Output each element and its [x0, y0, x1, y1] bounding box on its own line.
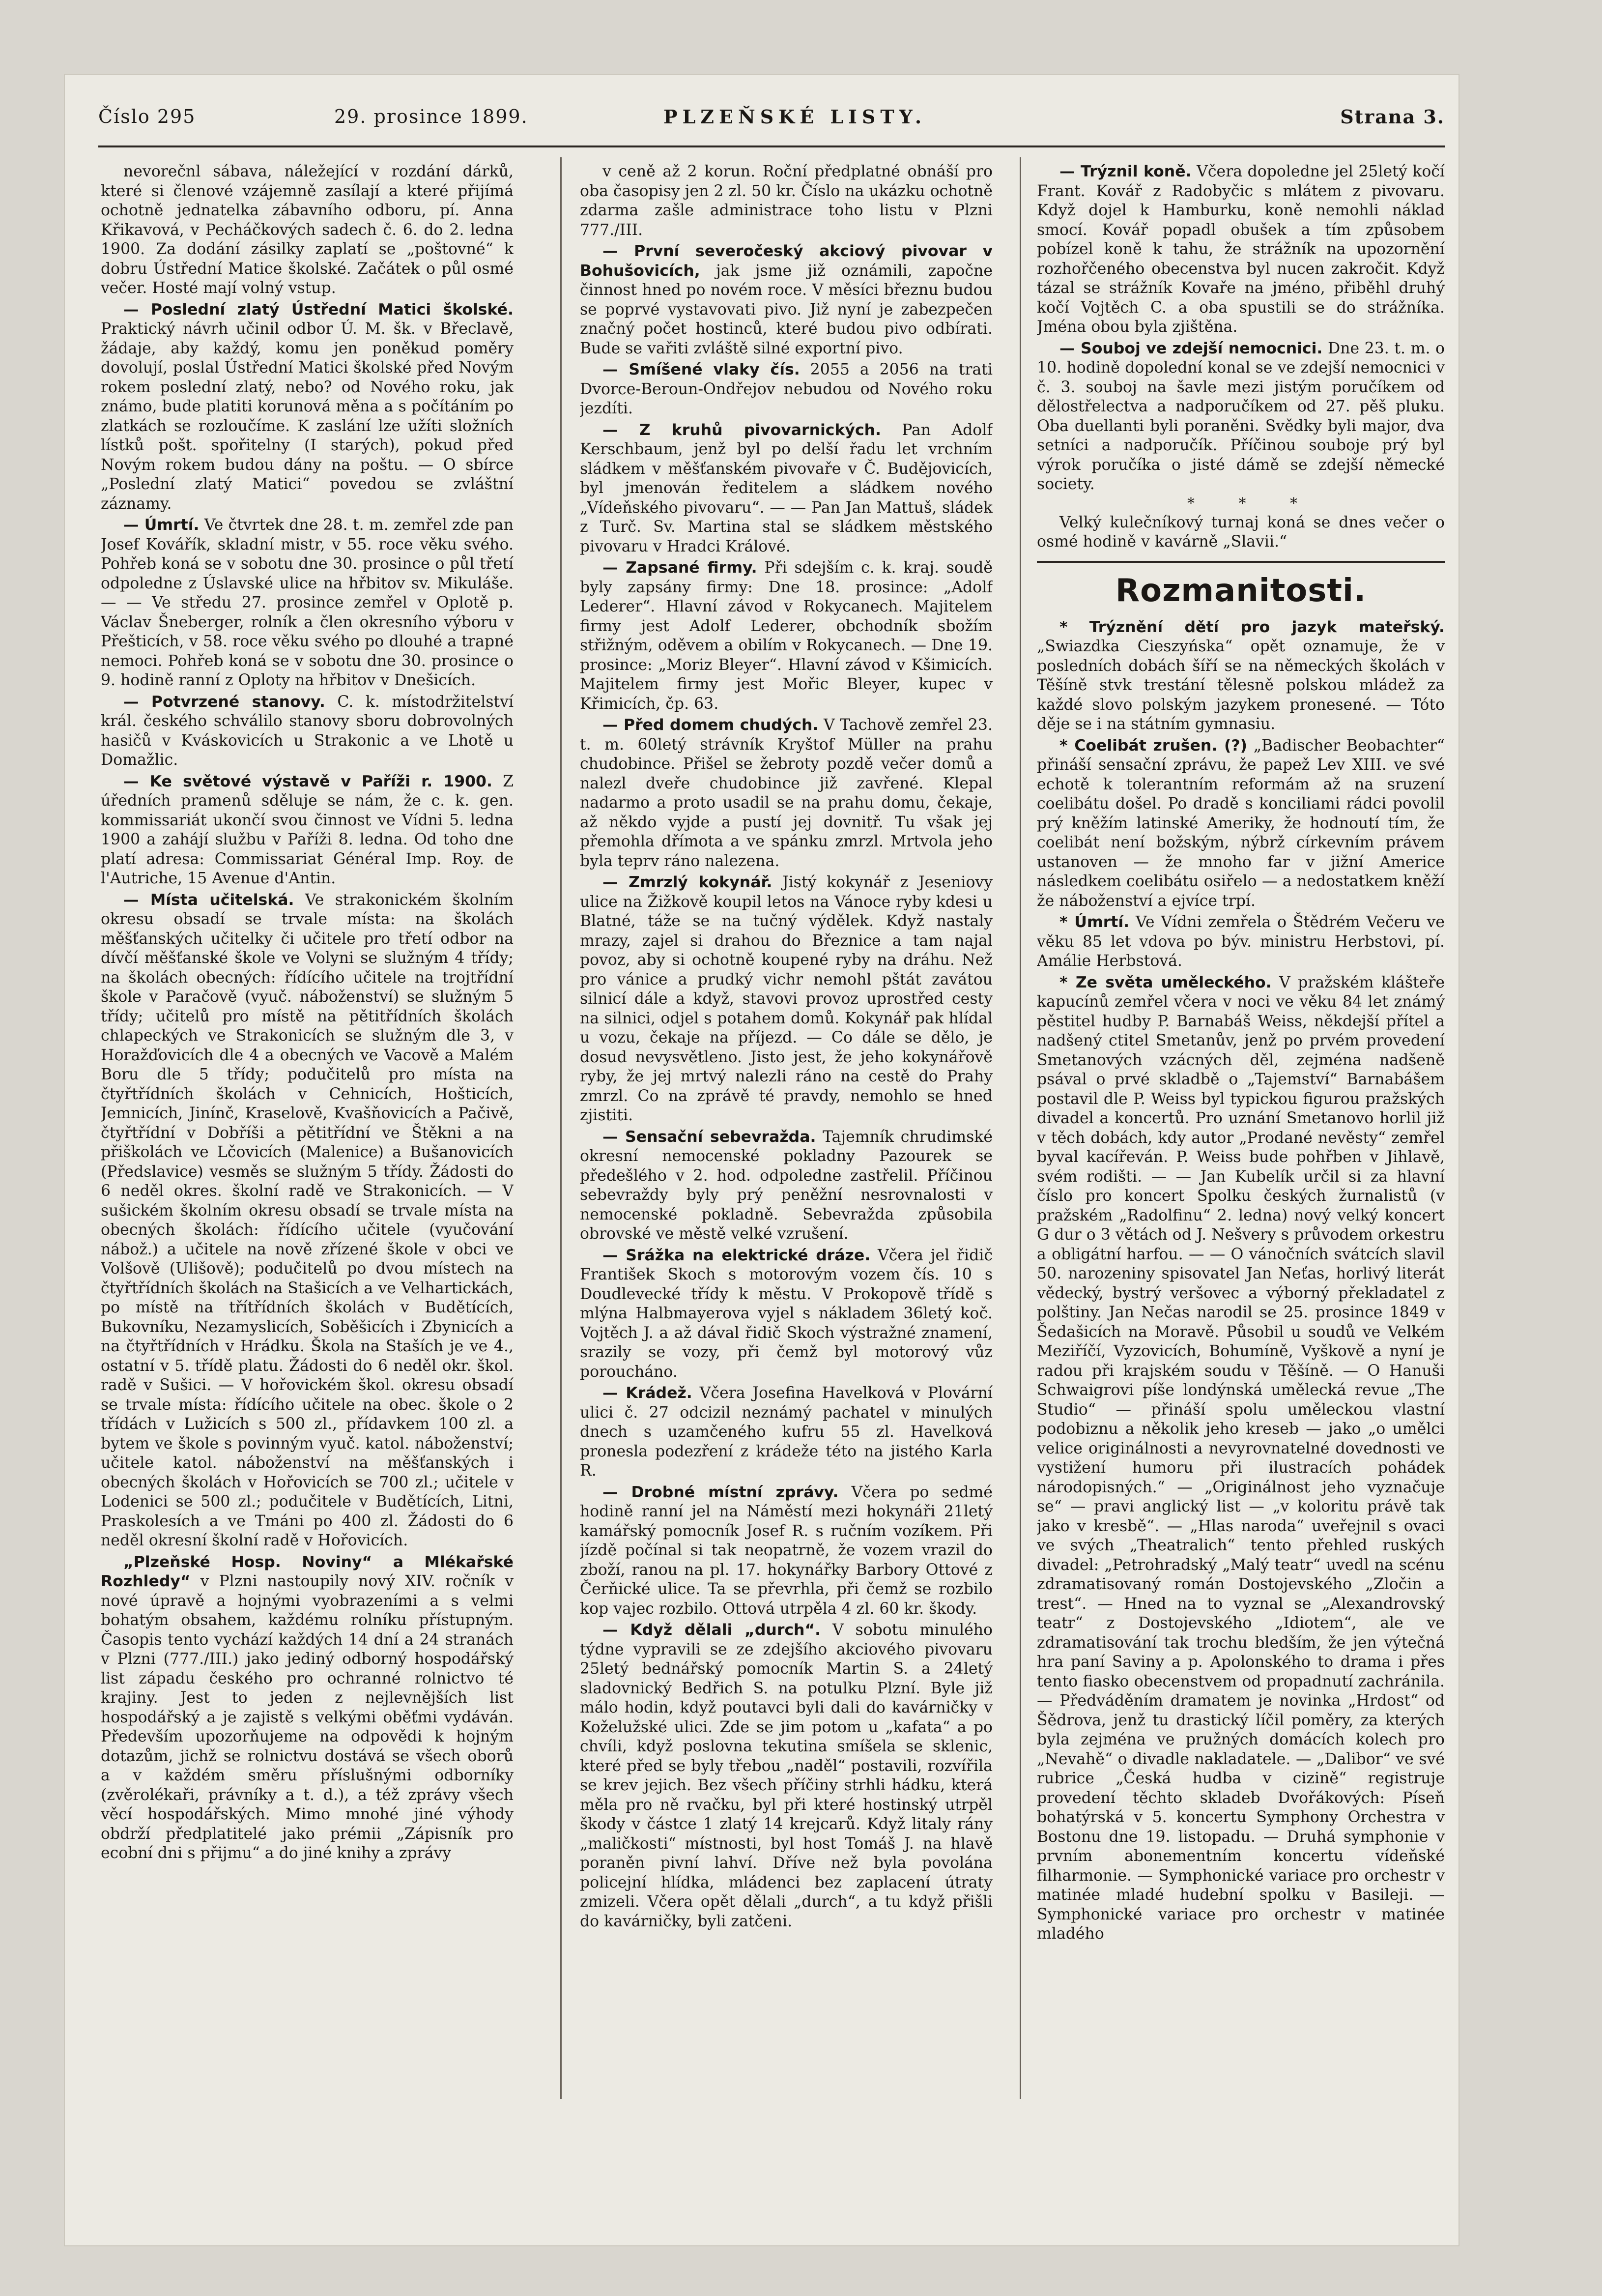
article-text: Jistý kokynář z Jeseniovy ulice na Žižkově koupil letos na Vánoce ryby kdesi u Blatné, táže se na tučný výdělek. Když nastaly mrazy, zajel si drahou do Březnice a tam najal povoz, aby si ochotně koupené ryby na dráhu. Než pro vánice a prudký vichr nemohl pštát zavátou silnicí dále a když, stavovi provoz uprostřed cesty na silnici, odjel s potahem domů. Kokynář pak hlídal u vozu, čekaje na příjezd. — Co dále se dělo, je dosud nevysvětleno. Jisto jest, že jeho kokynářově ryby, že jej mrtvý nalezli ráno na cestě do Prahy zmrzl. Co na zprávě té pravdy, nemohlo se hned zjistiti. [580, 873, 993, 1124]
article-text: Včera dopoledne jel 25letý kočí Frant. Kovář z Radobyčic s mlátem z pivovaru. Když dojel k Hamburku, koně nemohli náklad smocí. Kovář popadl obušek a tím způsobem pobízel koně k tahu, že strážník na upozornění rozhořčeného obecenstva byl nucen zakročit. Když tázal se strážník Kovaře na jméno, přiběhl druhý kočí Vojtěch C. a oba spustili se do strážníka. Jména obou byla zjištěna. [1037, 163, 1445, 336]
article [101, 516, 514, 691]
notice-text: Velký kulečníkový turnaj koná se dnes večer o osmé hodině v kavárně „Slavii.“ [1037, 513, 1445, 551]
article-text: v Plzni nastoupily nový XIV. ročník v nové úpravě a hojnými vyobrazeními a s velmi bohatým obsahem, každému rolníku přístupným. Časopis tento vychází každých 14 dní a 24 stranách v Plzni (777./III.) jako jediný odborný hospodářský list západu českého pro ochranné rolnictvo té krajiny. Jest to jeden z nejlevnějších list hospodářský a je zajistě s velkými oběťmi vydáván. Především upozorňujeme na odpovědi k hojným dotazům, jichž se rolnictvu dostává se všech oborů a v každém směru příslušnými odborníky (zvěrolékaři, právníky a t. d.), a též zprávy všech věcí hospodářských. Mimo mnohé jiné výhody obdrží předplatitelé jako prémii „Zápisník pro ecobní dni s přijmu“ a do jiné knihy a zprávy [101, 1572, 514, 1862]
article-heading: — Srážka na elektrické dráze. [602, 1246, 871, 1264]
masthead [98, 106, 1445, 135]
article [580, 558, 993, 714]
article [101, 891, 514, 1551]
article [101, 300, 514, 514]
newspaper-title: PLZEŇSKÉ LISTY. [663, 106, 927, 128]
article-heading: — Krádež. [602, 1384, 692, 1402]
article-heading: — Zmrzlý kokynář. [602, 873, 772, 891]
article-text: „Swiazdka Cieszyńska“ opět oznamuje, že v posledních dobách šíří se na německých školách v Těšíně stvk trestání tělesně polskou mládež za každé slovo polským jazykem pronesené. — Tóto děje se i na státním gymnasiu. [1037, 638, 1445, 733]
article [580, 873, 993, 1126]
header-rule [98, 145, 1445, 147]
column-2 [580, 162, 993, 2138]
column-1 [101, 162, 514, 2138]
article-heading: * Ze světa uměleckého. [1059, 973, 1272, 991]
article-text: Z úředních pramenů sděluje se nám, že c. k. gen. kommissariát ukončí svou činnost ve Vídni 5. ledna 1900 a zahájí službu v Paříži 8. ledna. Od toho dne platí adresa: Commissariat Général Imp. Roy. de l'Autriche, 15 Avenue d'Antin. [101, 772, 514, 887]
article [580, 1384, 993, 1481]
article-heading: — Místa učitelská. [123, 891, 294, 909]
article-text: „Badischer Beobachter“ přináší sensační zprávu, že papež Lev XIII. ve své echotě k tolerantním reformám až na sruzení coelibátu došel. Po dradě s konciliami rádci povolil prý kněžím latinské Ameriky, že hodnoutí tím, že coelibát není božským, nýbrž církevním právem ustanoven — že mnoho far v jižní Americe následkem coelibátu osiřelo — a nedostatkem kněží že náboženství a ejvíce trpí. [1037, 736, 1445, 910]
article-text: Ve čtvrtek dne 28. t. m. zemřel zde pan Josef Kovářík, skladní mistr, v 55. roce věku svého. Pohřeb koná se v sobotu dne 30. prosince o půl třetí odpoledne z Úslavské ulice na hřbitov sv. Mikuláše. — — Ve středu 27. prosince zemřel v Oplotě p. Václav Šneberger, rolník a člen okresního výboru v Přešticích, v 58. roce věku svého po dlouhé a trapné nemoci. Pohřeb koná se v sobotu dne 30. prosince o 9. hodině ranní z Oploty na hřbitov v Dnešicích. [101, 516, 514, 689]
article-text: Dne 23. t. m. o 10. hodině dopolední konal se ve zdejší nemocnici v č. 3. souboj na šavle mezi jistým poručíkem od dělostřelectva a nadporučíkem od 27. pěš pluku. Oba duellanti byli poraněni. Svědky byli major, dva setníci a nadporučík. Příčinou souboje prý byl výrok poručíka o jisté dámě se zdejší německé society. [1037, 339, 1445, 493]
column-3 [1037, 162, 1445, 2138]
article-text: jak jsme již oznámili, započne činnost hned po novém roce. V měsíci březnu budou se poprvé vystavovati pivo. Již nyní je zabezpečen značný počet hostinců, které budou pivo odbírati. Bude se vařiti zvláště silné exportní pivo. [580, 262, 993, 357]
article-text: Ve strakonickém školním okresu obsadí se trvale místa: na školách měšťanských učitelky či učitele pro třetí odbor na dívčí měšťanské škole ve Volyni se služným 4 třídy; na školách obecných: řídícího učitele na trojtřídní škole v Paračově (vyuč. náboženství) se služným 5 třídy; učitelů pro místě na pětitřídních školách chlapeckých ve Strakonicích se služným dle 3, v Horažďovicích dle 4 a obecných ve Vacově a Malém Boru dle 5 třídy; podučitelů pro místa na čtyřtřídních školách v Cehnicích, Hošticích, Jemnicích, Jinínč, Kraselově, Kvašňovicích a Pačivě, čtyřtřídní v Dobříši a pětitřídní ve Štěkni a na přiškolách ve Lčovicích (Malenice) a Bušanovicích (Předslavice) vesměs se služným 5 třídy. Žádosti do 6 neděl okres. školní radě ve Strakonicích. — V sušickém školním okresu obsadí se trvale místa na obecných školách: řídícího učitele (vyučování nábož.) a učitele na nově zřízené škole v obci ve Volšově (Ulišově); podučitelů po dvou místech na čtyřtřídních školách na Stašicích a ve Velhartickách, po místě na třítřídních školách v Budětících, Bukovníku, Nezamyslicích, Soběšicích i Zbynicích a na čtyřtřídních v Hrádku. Škola na Staších je ve 4., ostatní v 5. třídě platu. Žádosti do 6 neděl okr. škol. radě v Sušici. — V hořovickém škol. okresu obsadí se trvale místa: řídícího učitele na obec. škole o 2 třídách v Lužicích s 500 zl., přídavkem 100 zl. a bytem ve škole s povinným vyuč. katol. náboženství; učitele katol. náboženství na měšťanských i obecných školách v Hořovicích se 700 zl.; učitele v Lodenici se 500 zl.; podučitele v Budětících, Litni, Praskolesích a ve Tmáni po 400 zl. Žádosti do 6 neděl okresní školní radě v Hořovicích. [101, 891, 514, 1549]
article [580, 360, 993, 419]
article-heading: — Potvrzené stanovy. [123, 693, 325, 711]
article-heading: — Drobné místní zprávy. [602, 1483, 839, 1501]
article [1037, 973, 1445, 1944]
article-heading: — Zapsané firmy. [602, 559, 757, 577]
article-heading: — Sensační sebevražda. [602, 1128, 816, 1146]
article-text: Tajemník chrudimské okresní nemocenské pokladny Pazourek se předešlého v 2. hod. odpoledne zastřelil. Příčinou sebevraždy byly prý peněžní nesrovnalosti v nemocenské pokladně. Sebevražda způsobila obrovské ve městě velké vzrušení. [580, 1128, 993, 1243]
issue-number: Číslo 295 [98, 106, 196, 127]
article [1037, 618, 1445, 734]
article-text: Včera jel řidič František Skoch s motorovým vozem čís. 10 s Doudlevecké třídy k městu. V Prokopově třídě s mlýna Halbmayerova vyjel s nákladem 36letý koč. Vojtěch J. a až dával řidič Skoch výstražné znamení, srazily se vozy, při čemž byl motorový vůz poroucháno. [580, 1246, 993, 1381]
article [1037, 162, 1445, 337]
article-heading: — Když dělali „durch“. [602, 1621, 821, 1639]
article-heading: — Z kruhů pivovarnických. [602, 421, 882, 439]
article-text: Ve Vídni zemřela o Štědrém Večeru ve věku 85 let vdova po býv. ministru Herbstovi, pí. Amálie Herbstová. [1037, 913, 1445, 970]
article-heading: — Poslední zlatý Ústřední Matici školské. [123, 300, 514, 319]
article-heading: — Souboj ve zdejší nemocnici. [1059, 339, 1323, 357]
article-heading: * Trýznění dětí pro jazyk mateřský. [1059, 618, 1445, 636]
article-heading: * Coelibát zrušen. (?) [1059, 736, 1248, 755]
article-text: V sobotu minulého týdne vypravili se ze zdejšího akciového pivovaru 25letý bednářský pomocník Martin S. a 24letý sladovnický Bedřich S. na potulku Plzní. Byle již málo hodin, když poutavci byli dali do kavárničky v Koželužské ulici. Zde se jim potom u „kafata“ a po chvíli, když poslovna tekutina smíšela se sklenic, které před se byly třebou „naděl“ postavili, rozvířila se krev jejich. Bez všech příčiny strhli hádku, která měla pro ně rvačku, byl při které hostinský utrpěl škody v částce 1 zlatý 14 krejcarů. Když litaly rány „maličkosti“ místnosti, byl host Tomáš J. na hlavě poraněn pivní lahví. Dříve než byla povolána policejní hlídka, mládenci bez zaplacení útraty zmizeli. Včera opět dělali „durch“, a tu když přišli do kavárničky, byli zatčeni. [580, 1621, 993, 1930]
article-text: V Tachově zemřel 23. t. m. 60letý strávník Kryštof Müller na prahu chudobince. Přišel se žebroty pozdě večer domů a nalezl dveře chudobince již zavřené. Klepal nadarmo a proto usadil se na prahu domu, čekaje, až někdo vyjde a pustí jej dovnitř. Tu však jej přemohla dřímota a ve spánku zmrzl. Mrtvola jeho byla teprv ráno nalezena. [580, 716, 993, 870]
article-text: nevorečnl sábava, náležející v rozdání dárků, které si členové vzájemně zasílají a které přijímá ochotně jednatelka zábavního odboru, pí. Anna Křikavová, v Pecháčkových sadech č. 6. do 2. ledna 1900. Za dodání zásilky zaplatí se „poštovné“ k dobru Ústřední Matice školské. Začátek o půl osmé večer. Hosté mají volný vstup. [101, 163, 514, 297]
article [1037, 339, 1445, 494]
article-text: Pan Adolf Kerschbaum, jenž byl po delší řadu let vrchním sládkem v měšťanském pivovaře v Č. Budějovicích, byl jmenován ředitelem a sládkem nového „Vídeňského pivovaru“. — — Pan Jan Mattuš, sládek z Turč. Sv. Martina stal se sládkem městského pivovaru v Hradci Králové. [580, 421, 993, 555]
article-text: Včera po sedmé hodině ranní jel na Náměstí mezi hokynáři 21letý kamářský pomocník Josef R. s ručním vozíkem. Při jízdě počínal si tak neopatrně, že vozem vrazil do zboží, ranou na pl. 17. hokynářky Barbory Ottové z Čerňické ulice. Ta se převrhla, při čemž se rozbilo kop vajec rozbilo. Ottová utrpěla 4 zl. 60 kr. škody. [580, 1483, 993, 1618]
article [580, 421, 993, 557]
article-text: C. k. místodržitelství král. českého schválilo stanovy sboru dobrovolných hasičů v Kváskovicích u Strakonic a ve Lhotě u Domažlic. [101, 693, 514, 769]
article [580, 716, 993, 871]
article-text: V pražském klášteře kapucínů zemřel včera v noci ve věku 84 let známý pěstitel hudby P. Barnabáš Weiss, někdejší přítel a nadšený ctitel Smetanův, jenž po prvém provedení Smetanových vzácných děl, zejména nadšeně psával o prvé skladbě o „Tajemství“ Barnabášem postavil dle P. Weiss byl typickou figurou pražských divadel a koncertů. Pro uznání Smetanovo horlil již v těch dobách, kdy autor „Prodané nevěsty“ zemřel byval kacířeván. P. Weiss bude pohřben v Jihlavě, svém rodišti. — — Jan Kubelík určil si za hlavní číslo pro koncert Spolku českých žurnalistů (v pražském „Radolfinu“ 2. ledna) nový velký koncert G dur o 3 větách od J. Nešvery s průvodem orkestru a obligátní harfou. — — O vánočních svátcích slavil 50. narozeniny spisovatel Jan Neťas, horlivý literát vědecký, bystrý veršovec a výborný překladatel z polštiny. Jan Nečas narodil se 25. prosince 1849 v Šedašicích na Moravě. Působil u soudů ve Velkém Meziříčí, Vyzovicích, Bohumíně, Vyškově a nyní je radou při krajském soudu v Těšíně. — O Hanuši Schwaigrovi píše londýnská umělecká revue „The Studio“ — přináší spolu uměleckou vlastní podobiznu a několik jeho kreseb — jako „o umělci velice originálnosti a nevyrovnatelné dovednosti ve vystižení humoru při ilustracích pohádek národopisných.“ — „Originálnost jeho vyznačuje se“ — pravi anglický list — „v koloritu právě tak jako v kresbě“. — „Hlas naroda“ uveřejnil s ovaci ve svých „Theatralich“ tento přehled ruských divadel: „Petrohradský „Malý teatr“ uvedl na scénu zdramatisovaný román Dostojevského „Zločin a trest“. — Hned na to vyznal se „Alexandrovský teatr“ z Dostojevského „Idiotem“, ale ve zdramatisování tak trochu bledším, že jen výtečná hra paní Saviny a p. Apolonského to drama i přes tento fiasko obecenstvem od propadnutí zachránila. — Předváděním dramatem je novinka „Hrdost“ od Šědrova, jenž tu drastický líčil poměry, za kterých byla zejména ve pružných domácích kolech pro „Nevahě“ o divadle nakladatele. — „Dalibor“ ve své rubrice „Česká hudba v cizině“ registruje provedení těchto skladeb Dvořákových: Píseň bohatýrská v 5. koncertu Symphony Orchestra v Bostonu dne 19. listopadu. — Druhá symphonie v prvním abonementním koncertu vídeňské filharmonie. — Symphonické variace pro orchestr v matinée mladé hudební spolku v Basileji. — Symphonické variace pro orchestr v matinée mladého [1037, 973, 1445, 1943]
article [1037, 913, 1445, 971]
article [101, 772, 514, 889]
section-title: Rozmanitosti. [1115, 572, 1367, 609]
separator-stars: * * * [1187, 494, 1317, 512]
article [580, 1128, 993, 1244]
section-rule [1037, 561, 1445, 563]
article-heading: — Úmrtí. [123, 516, 200, 534]
issue-date: 29. prosince 1899. [334, 106, 528, 127]
column-divider [1020, 157, 1021, 2099]
article-heading: „Plzeňské Hosp. Noviny“ a Mlékařské Rozhledy“ [101, 1553, 514, 1590]
article-text: v ceně až 2 korun. Roční předplatné obnáší pro oba časopisy jen 2 zl. 50 kr. Číslo na ukázku ochotně zdarma zašle administrace toho listu v Plzni 777./III. [580, 163, 993, 239]
article-heading: — Před domem chudých. [602, 716, 819, 734]
article [101, 1553, 514, 1863]
article-text: Praktický návrh učinil odbor Ú. M. šk. v Břeclavě, žádaje, aby každý, komu jen poněkud poměry dovolují, poslal Ústřední Matici školské před Novým rokem poslední zlatý, nebo? od Nového roku, jak známo, bude platiti korunová měna a s počítáním po zlatkách se rozloučíme. K zaslání lze užíti složních lístků pošt. spořitelny (I starých), pokud před Novým rokem budou dány na poštu. — O sbírce „Poslední zlatý Matici“ povedou se zvláštní záznamy. [101, 320, 514, 513]
article-text: 2055 a 2056 na trati Dvorce-Beroun-Ondřejov nebudou od Nového roku jezdíti. [580, 361, 993, 417]
article-heading: * Úmrtí. [1059, 913, 1130, 931]
article [580, 1621, 993, 1931]
article-heading: — Smíšené vlaky čís. [602, 361, 800, 378]
article [101, 693, 514, 770]
article [1037, 736, 1445, 911]
article-text: Při sdejším c. k. kraj. soudě byly zapsány firmy: Dne 18. prosince: „Adolf Lederer“. Hlavní závod v Rokycanech. Majitelem firmy jest Adolf Lederer, obchodník sbožím střižným, oděvem a obilím v Rokycanech. — Dne 19. prosince: „Moriz Bleyer“. Hlavní závod v Kšimicích. Majitelem firmy jest Mořic Bleyer, kupec v Křimicích, čp. 63. [580, 559, 993, 713]
article [580, 242, 993, 358]
article-heading: — Trýznil koně. [1059, 163, 1192, 180]
article [580, 1483, 993, 1619]
article [580, 1246, 993, 1382]
article-heading: — Ke světové výstavě v Paříži r. 1900. [123, 772, 492, 790]
column-divider [560, 157, 562, 2099]
page-number: Strana 3. [1340, 106, 1445, 128]
article-heading: — První severočeský akciový pivovar v Bohušovicích, [580, 242, 993, 280]
article-text: Včera Josefina Havelková v Plovární ulici č. 27 odcizil neznámý pachatel v minulých dnech s uzamčeného kufru 55 zl. Havelková pronesla podezření z krádeže této na jistého Karla R. [580, 1384, 993, 1480]
